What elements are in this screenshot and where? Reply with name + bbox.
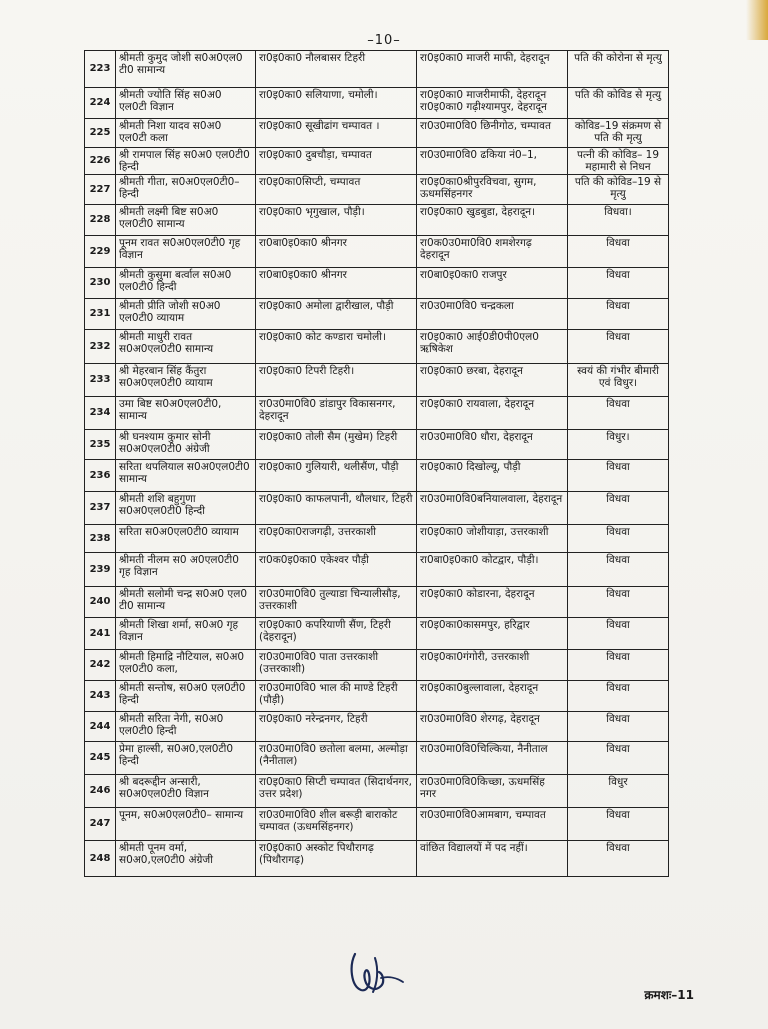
table-row	[85, 712, 669, 742]
table-row	[85, 175, 669, 205]
serial-number: 226	[85, 148, 116, 175]
transfer-reason: विधवा	[568, 681, 669, 712]
table-row	[85, 364, 669, 397]
table-body	[85, 51, 669, 877]
table-row	[85, 742, 669, 775]
current-school: रा0बा0इ0का0 श्रीनगर	[256, 268, 417, 299]
transfer-reason: पति की कोविड–19 से मृत्यु	[568, 175, 669, 205]
table-row	[85, 841, 669, 877]
table-row	[85, 587, 669, 618]
requested-school: रा0उ0मा0वि0 शेरगढ़, देहरादून	[417, 712, 568, 742]
requested-school: रा0इ0का0 माजरीमाफी, देहरादून रा0इ0का0 गढ़ीश्यामपुर, देहरादून	[417, 88, 568, 119]
transfer-reason: पति की कोरोना से मृत्यु	[568, 51, 669, 88]
serial-number: 246	[85, 775, 116, 808]
transfer-reason: विधवा	[568, 808, 669, 841]
employee-name: श्री रामपाल सिंह स0अ0 एल0टी0 हिन्दी	[116, 148, 256, 175]
requested-school: रा0उ0मा0वि0 ढकिया नं0–1,	[417, 148, 568, 175]
transfer-reason: विधवा	[568, 236, 669, 268]
transfer-reason: विधवा	[568, 330, 669, 364]
table-row	[85, 397, 669, 430]
serial-number: 235	[85, 430, 116, 460]
transfer-reason: विधवा	[568, 492, 669, 525]
serial-number: 232	[85, 330, 116, 364]
employee-name: पूनम रावत स0अ0एल0टी0 गृह विज्ञान	[116, 236, 256, 268]
table-row	[85, 148, 669, 175]
transfer-reason: विधवा	[568, 841, 669, 877]
employee-name: उमा बिष्ट स0अ0एल0टी0, सामान्य	[116, 397, 256, 430]
current-school: रा0उ0मा0वि0 पाता उत्तरकाशी (उत्तरकाशी)	[256, 650, 417, 681]
current-school: रा0बा0इ0का0 श्रीनगर	[256, 236, 417, 268]
requested-school: रा0उ0मा0वि0 चन्द्रकला	[417, 299, 568, 330]
current-school: रा0इ0का0 सिप्टी चम्पावत (सिदार्थनगर, उत्तर प्रदेश)	[256, 775, 417, 808]
requested-school: रा0इ0का0 माजरी माफी, देहरादून	[417, 51, 568, 88]
requested-school: रा0इ0का0 दिखोल्यू, पौड़ी	[417, 460, 568, 492]
transfer-reason: पत्नी की कोविड– 19 महामारी से निधन	[568, 148, 669, 175]
transfer-reason: विधवा	[568, 460, 669, 492]
current-school: रा0इ0का0 सूखीढांग चम्पावत ।	[256, 119, 417, 148]
current-school: रा0इ0का0 सलियाणा, चमोली।	[256, 88, 417, 119]
requested-school: रा0बा0इ0का0 राजपुर	[417, 268, 568, 299]
requested-school: रा0इ0का0 छरबा, देहरादून	[417, 364, 568, 397]
transfer-reason: विधवा	[568, 553, 669, 587]
serial-number: 230	[85, 268, 116, 299]
employee-name: श्री बदरूद्दीन अन्सारी, स0अ0एल0टी0 विज्ञान	[116, 775, 256, 808]
employee-name: श्रीमती निशा यादव स0अ0 एल0टी कला	[116, 119, 256, 148]
employee-name: श्री मेहरबान सिंह कैंतुरा स0अ0एल0टी0 व्यायाम	[116, 364, 256, 397]
transfer-reason: विधवा	[568, 587, 669, 618]
transfer-reason: विधवा	[568, 742, 669, 775]
transfer-table	[84, 50, 669, 877]
serial-number: 225	[85, 119, 116, 148]
transfer-reason: स्वयं की गंभीर बीमारी एवं विधुर।	[568, 364, 669, 397]
employee-name: श्रीमती गीता, स0अ0एल0टी0– हिन्दी	[116, 175, 256, 205]
current-school: रा0इ0का0 कोट कण्डारा चमोली।	[256, 330, 417, 364]
table-row	[85, 525, 669, 553]
continued-note: क्रमशः–11	[644, 988, 694, 1002]
employee-name: पूनम, स0अ0एल0टी0– सामान्य	[116, 808, 256, 841]
transfer-reason: विधुर।	[568, 430, 669, 460]
serial-number: 233	[85, 364, 116, 397]
transfer-reason: विधुर	[568, 775, 669, 808]
requested-school: रा0उ0मा0वि0 छिनीगोठ, चम्पावत	[417, 119, 568, 148]
requested-school: रा0उ0मा0वि0किच्छा, ऊधमसिंह नगर	[417, 775, 568, 808]
page-number: –10–	[367, 33, 401, 48]
table-row	[85, 268, 669, 299]
current-school: रा0इ0का0 कपरियाणी सैंण, टिहरी (देहरादून)	[256, 618, 417, 650]
current-school: रा0इ0का0 काफलपानी, थौलधार, टिहरी	[256, 492, 417, 525]
requested-school: रा0बा0इ0का0 कोटद्वार, पौड़ी।	[417, 553, 568, 587]
serial-number: 234	[85, 397, 116, 430]
current-school: रा0उ0मा0वि0 डांडापुर विकासनगर, देहरादून	[256, 397, 417, 430]
employee-name: श्रीमती हिमाद्रि नौटियाल, स0अ0 एल0टी0 कला,	[116, 650, 256, 681]
employee-name: श्रीमती सरिता नेगी, स0अ0 एल0टी0 हिन्दी	[116, 712, 256, 742]
employee-name: श्रीमती माधुरी रावत स0अ0एल0टी0 सामान्य	[116, 330, 256, 364]
signature-icon	[345, 948, 405, 996]
transfer-reason: विधवा	[568, 618, 669, 650]
requested-school: रा0उ0मा0वि0चिल्किया, नैनीताल	[417, 742, 568, 775]
table-row	[85, 236, 669, 268]
table-row	[85, 775, 669, 808]
serial-number: 238	[85, 525, 116, 553]
employee-name: श्रीमती प्रीति जोशी स0अ0 एल0टी0 व्यायाम	[116, 299, 256, 330]
serial-number: 239	[85, 553, 116, 587]
employee-name: श्रीमती पूनम वर्मा, स0अ0,एल0टी0 अंग्रेजी	[116, 841, 256, 877]
employee-name: श्रीमती नीलम स0 अ0एल0टी0 गृह विज्ञान	[116, 553, 256, 587]
requested-school: रा0उ0मा0वि0आमबाग, चम्पावत	[417, 808, 568, 841]
table-row	[85, 618, 669, 650]
requested-school: रा0इ0का0कासमपुर, हरिद्वार	[417, 618, 568, 650]
transfer-reason: विधवा।	[568, 205, 669, 236]
current-school: रा0इ0का0 तोली सैम (मुखेम) टिहरी	[256, 430, 417, 460]
current-school: रा0इ0का0राजगढ़ी, उत्तरकाशी	[256, 525, 417, 553]
table-row	[85, 492, 669, 525]
current-school: रा0इ0का0 टिपरी टिहरी।	[256, 364, 417, 397]
requested-school: रा0उ0मा0वि0बनियालवाला, देहरादून	[417, 492, 568, 525]
table-row	[85, 88, 669, 119]
serial-number: 223	[85, 51, 116, 88]
table-row	[85, 299, 669, 330]
serial-number: 244	[85, 712, 116, 742]
serial-number: 237	[85, 492, 116, 525]
current-school: रा0इ0का0 दुबचौड़ा, चम्पावत	[256, 148, 417, 175]
employee-name: श्रीमती शशि बहुगुणा स0अ0एल0टी0 हिन्दी	[116, 492, 256, 525]
table-row	[85, 430, 669, 460]
employee-name: श्रीमती शिखा शर्मा, स0अ0 गृह विज्ञान	[116, 618, 256, 650]
employee-name: श्रीमती कुमुद जोशी स0अ0एल0 टी0 सामान्य	[116, 51, 256, 88]
table-row	[85, 330, 669, 364]
requested-school: रा0क0उ0मा0वि0 शमशेरगढ़ देहरादून	[417, 236, 568, 268]
serial-number: 229	[85, 236, 116, 268]
employee-name: श्री घनश्याम कुमार सोनी स0अ0एल0टी0 अंग्रेजी	[116, 430, 256, 460]
serial-number: 243	[85, 681, 116, 712]
requested-school: रा0इ0का0 आई0डी0पी0एल0 ऋषिकेश	[417, 330, 568, 364]
employee-name: सरिता स0अ0एल0टी0 व्यायाम	[116, 525, 256, 553]
current-school: रा0इ0का0 अस्कोट पिथौरागढ़ (पिथौरागढ़)	[256, 841, 417, 877]
table-row	[85, 553, 669, 587]
serial-number: 228	[85, 205, 116, 236]
current-school: रा0इ0का0 गुलियारी, थलीसैंण, पौड़ी	[256, 460, 417, 492]
table-row	[85, 51, 669, 88]
current-school: रा0क0इ0का0 एकेश्वर पौड़ी	[256, 553, 417, 587]
serial-number: 241	[85, 618, 116, 650]
transfer-reason: विधवा	[568, 525, 669, 553]
serial-number: 236	[85, 460, 116, 492]
table-row	[85, 119, 669, 148]
employee-name: सरिता थपलियाल स0अ0एल0टी0 सामान्य	[116, 460, 256, 492]
transfer-reason: विधवा	[568, 650, 669, 681]
employee-name: श्रीमती कुसुमा बर्त्वाल स0अ0 एल0टी0 हिन्दी	[116, 268, 256, 299]
requested-school: रा0इ0का0 खुडबुडा, देहरादून।	[417, 205, 568, 236]
serial-number: 224	[85, 88, 116, 119]
requested-school: रा0इ0का0बुल्लावाला, देहरादून	[417, 681, 568, 712]
requested-school: रा0इ0का0 जोशीयाड़ा, उत्तरकाशी	[417, 525, 568, 553]
current-school: रा0इ0का0 नरेन्द्रनगर, टिहरी	[256, 712, 417, 742]
requested-school: रा0इ0का0श्रीपुरविचवा, सुगम, ऊधमसिंहनगर	[417, 175, 568, 205]
requested-school: रा0इ0का0गंगोरी, उत्तरकाशी	[417, 650, 568, 681]
serial-number: 227	[85, 175, 116, 205]
current-school: रा0इ0का0 अमोला द्वारीखाल, पौड़ी	[256, 299, 417, 330]
serial-number: 247	[85, 808, 116, 841]
requested-school: रा0उ0मा0वि0 धौरा, देहरादून	[417, 430, 568, 460]
current-school: रा0उ0मा0वि0 तुल्याडा चिन्यालीसौड़, उत्तरकाशी	[256, 587, 417, 618]
table-row	[85, 808, 669, 841]
serial-number: 248	[85, 841, 116, 877]
employee-name: श्रीमती सलोमी चन्द्र स0अ0 एल0 टी0 सामान्य	[116, 587, 256, 618]
transfer-reason: विधवा	[568, 397, 669, 430]
transfer-reason: पति की कोविड से मृत्यु	[568, 88, 669, 119]
requested-school: रा0इ0का0 कोडारना, देहरादून	[417, 587, 568, 618]
current-school: रा0उ0मा0वि0 भाल की माण्डे टिहरी (पौड़ी)	[256, 681, 417, 712]
transfer-reason: विधवा	[568, 299, 669, 330]
employee-name: श्रीमती लक्ष्मी बिष्ट स0अ0 एल0टी0 सामान्य	[116, 205, 256, 236]
table-row	[85, 205, 669, 236]
transfer-reason: विधवा	[568, 268, 669, 299]
table-row	[85, 650, 669, 681]
current-school: रा0इ0का0सिप्टी, चम्पावत	[256, 175, 417, 205]
employee-name: श्रीमती सन्तोष, स0अ0 एल0टी0 हिन्दी	[116, 681, 256, 712]
serial-number: 231	[85, 299, 116, 330]
table-row	[85, 460, 669, 492]
requested-school: रा0इ0का0 रायवाला, देहरादून	[417, 397, 568, 430]
requested-school: वांछित विद्यालयों में पद नहीं।	[417, 841, 568, 877]
table-row	[85, 681, 669, 712]
transfer-reason: विधवा	[568, 712, 669, 742]
transfer-reason: कोविड–19 संक्रमण से पति की मृत्यु	[568, 119, 669, 148]
serial-number: 245	[85, 742, 116, 775]
serial-number: 240	[85, 587, 116, 618]
employee-name: प्रेमा हाल्सी, स0अ0,एल0टी0 हिन्दी	[116, 742, 256, 775]
current-school: रा0इ0का0 भृगुखाल, पौड़ी।	[256, 205, 417, 236]
current-school: रा0इ0का0 नौलबासर टिहरी	[256, 51, 417, 88]
current-school: रा0उ0मा0वि0 शील बरूड़ी बाराकोट चम्पावत (ऊधमसिंहनगर)	[256, 808, 417, 841]
employee-name: श्रीमती ज्योति सिंह स0अ0 एल0टी विज्ञान	[116, 88, 256, 119]
current-school: रा0उ0मा0वि0 छतोला बलमा, अल्मोड़ा (नैनीताल)	[256, 742, 417, 775]
serial-number: 242	[85, 650, 116, 681]
